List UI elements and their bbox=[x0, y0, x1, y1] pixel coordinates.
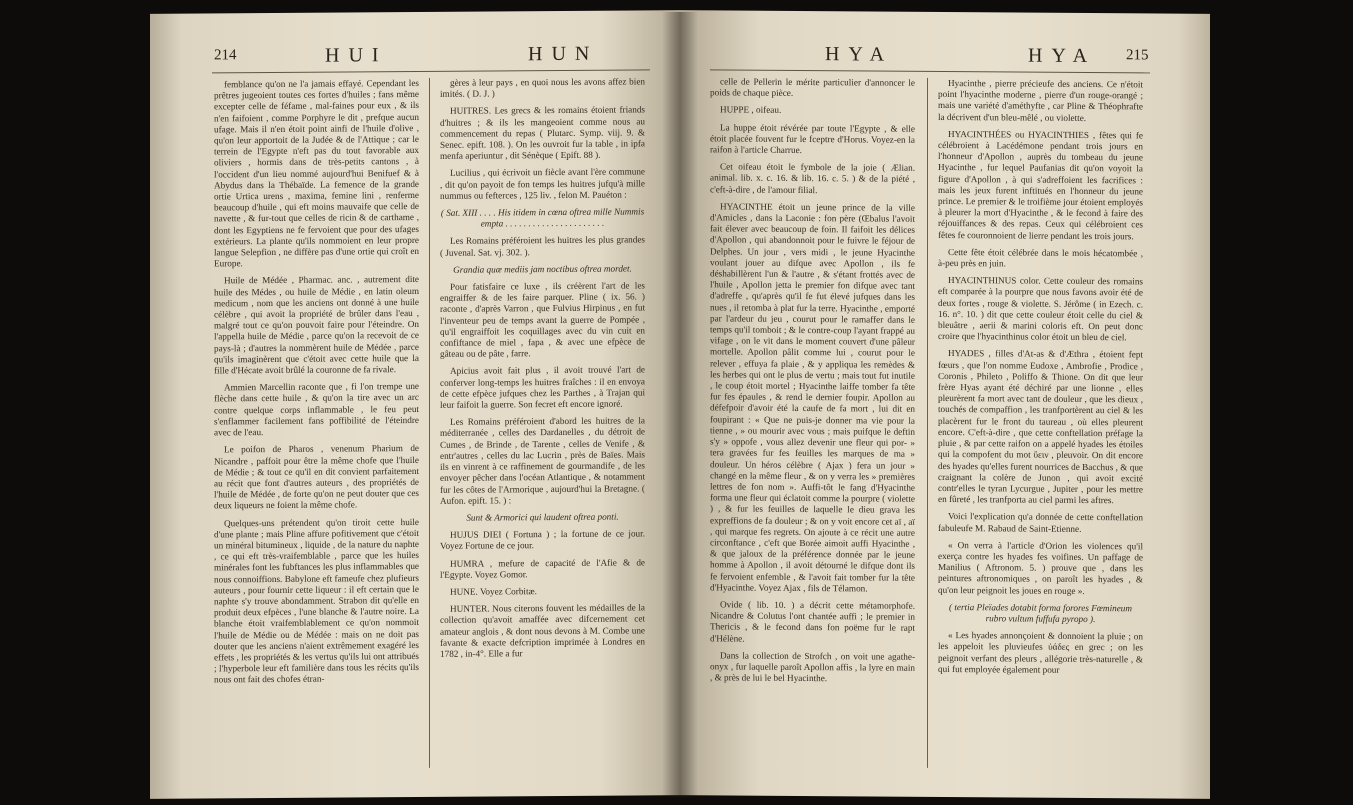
open-book bbox=[150, 12, 1210, 797]
column-divider bbox=[927, 78, 928, 768]
paragraph: HUPPE , oifeau. bbox=[720, 104, 782, 116]
text-column-left bbox=[710, 76, 915, 777]
page-number: 215 bbox=[1126, 47, 1149, 64]
paragraph: Ammien Marcellin raconte que , fi l'on trempe une flèche dans cette huile , & qu'on la tire avec un arc contre quelque corps inflammable , le feu peut s'enflammer facilement fans poffibilité de l'éteindre avec de l'eau. bbox=[214, 381, 419, 438]
running-head: HUN bbox=[528, 42, 599, 66]
right-page bbox=[680, 10, 1210, 799]
paragraph: Hyacinthe , pierre précieufe des anciens. Ce n'étoit point l'hyacinthe moderne , pierre d'un rouge-orangé ; mais une variété d'améthyfte , car Pline & Théophrafte la décrivent d'un bleu-mêlé , ou violette. bbox=[938, 78, 1143, 123]
paragraph: Les Romains préféroient d'abord les huitres de la méditerranée , celles des Dardanelles , du détroit de Cumes , de Brinde , de Tarente , celles de Venife , & entr'autres , celles du lac Lucrin , près de Baïes. Mais ils en vinrent à ce raffinement de gourmandife , de les envoyer pêcher dans l'océan Atlantique , & notamment fur les côtes de l'Armorique , aujourd'hui la Bretagne. ( Aufon. epift. 15. ) : bbox=[440, 415, 645, 506]
paragraph: HYACINTHE étoit un jeune prince de la ville d'Amicles , dans la Laconie : fon père (Œbalus l'avoit fait élever avec beaucoup de foin. Il faifoit les délices d'Apollon , qui abandonnoit pour le fuivre le féjour de Delphes. Un jour , vers midi , le jeune Hyacinthe voulant jouer au difque avec Apollon , ils fe déshabillèrent l'un & l'autre , & s'étant frottés avec de l'huile , Apollon jetta le premier fon difque avec tant d'adreffe , qu'après qu'il fe fut élevé jufques dans les nues , il retomba à plat fur la terre. Hyacinthe , emporté par l'ardeur du jeu , courut pour le ramaffer dans le temps qu'il tomboit ; & le contre-coup l'ayant frappé au vifage , on le vit dans le moment couvert d'une pâleur mortelle. Apollon pâlit comme lui , courut pour le relever , effuya fa plaie , & y appliqua les remèdes & les herbes qui ont le plus de vertu ; mais tout fut inutile , le coup étoit mortel ; Hyacinthe laiffe tomber fa tête fur fes épaules , & rend le dernier foupir. Apollon au défefpoir d'avoir été la caufe de fa mort , lui dit en foupirant : « Que ne puis-je donner ma vie pour la tienne , » ou mourir avec vous ; mais puifque le deftin s'y » oppofe , vous allez devenir une fleur qui por- » tera gravées fur fes feuilles les marques de ma » douleur. Un héros célèbre ( Ajax ) fera un jour » changé en la même fleur , & on y verra les » premières lettres de fon nom ». Auffi-tôt le fang d'Hyacinthe forma une fleur qui éclatoit comme la pourpre ( violette ) , & fur les feuilles de laquelle le dieu grava les expreffions de fa douleur ; & on y voit encore cet aï , aï , qui marque fes regrets. On ajoute à ce récit une autre circonftance , c'eft que Borée aimoit auffi Hyacinthe , & que jaloux de la préférence donnée par le jeune homme à Apollon , il avoit détourné le difque dont ils fe fervoient enfemble , & l'avoit fait tomber fur la tête d'Hyacinthe. Voyez Ajax , fils de Télamon. bbox=[710, 201, 915, 594]
paragraph: Ovide ( lib. 10. ) a décrit cette métamorphofe. Nicandre & Colutus l'ont chantée auffi ; le premier in Thericis , & le fecond dans fon poëme fur le rapt d'Hélène. bbox=[710, 599, 915, 644]
paragraph: Les Romains préféroient les huitres les plus grandes ( Juvenal. Sat. vj. 302. ). bbox=[440, 234, 645, 258]
paragraph: gères à leur pays , en quoi nous les avons affez bien imités. ( D. J. ) bbox=[440, 76, 645, 100]
paragraph: HUNE. Voyez Corbitæ. bbox=[450, 586, 537, 597]
paragraph: celle de Pellerin le mérite particulier d'annoncer le poids de chaque pièce. bbox=[710, 76, 915, 99]
paragraph: Dans la collection de Strofch , on voit une agathe-onyx , fur laquelle paroît Apollon affis , la lyre en main , & près de lui le bel Hyacinthe. bbox=[710, 650, 915, 684]
paragraph: Pour fatisfaire ce luxe , ils créèrent l'art de les engraiffer & de les faire parquer. Pline ( ix. 56. ) raconte , d'après Varron , que Fulvius Hirpinus , en fut l'inventeur peu de temps avant la guerre de Pompée , qu'il engraiffoit les coquillages avec du vin cuit en confiftance de miel , fapa , & avec une efpèce de gâteau ou de pâte , farre. bbox=[440, 280, 645, 360]
paragraph: Cette fête étoit célébrée dans le mois hécatombée , à-peu près en juin. bbox=[938, 246, 1143, 269]
paragraph: La huppe étoit révérée par toute l'Egypte , & elle étoit placée fouvent fur le fceptre d'Horus. Voyez-en la raifon à l'article Charrue. bbox=[710, 122, 915, 156]
paragraph: HUNTER. Nous citerons fouvent les médailles de la collection qu'avoit amaffée avec difcernement cet amateur anglois , & dont nous devons à M. Combe une favante & exacte defcription imprimée à Londres en 1782 , in-4°. Elle a fur bbox=[440, 602, 645, 659]
paragraph: HYACINTHINUS color. Cette couleur des romains eft comparée à la pourpre que nous favons avoir été de deux fortes , rouge & violette. S. Jérôme ( in Ezech. c. 16. n°. 10. ) dit que cette couleur étoit celle du ciel & bleuâtre , aerii & marini coloris eft. On peut donc croire que l'hyacinthinus color étoit un bleu de ciel. bbox=[938, 275, 1143, 343]
paragraph: Cet oifeau étoit le fymbole de la joie ( Ælian. animal. lib. x. c. 16. & lib. 16. c. 5. ) & de la piété , c'eft-à-dire , de l'amour filial. bbox=[710, 161, 915, 195]
column-divider bbox=[429, 78, 430, 768]
paragraph: Huile de Médée , Pharmac. anc. , autrement dite huile des Médes , ou huile de Médie , en latin oleum medicum , nom que les anciens ont donné à une huile célèbre , qui avoit la propriété de brûler dans l'eau , malgré tout ce qu'on pouvoit faire pour l'éteindre. On l'appella huile de Médie , parce qu'on la recevoit de ce pays-là ; d'autres la nommèrent huile de Médée , parce qu'ils imaginèrent que c'étoit avec cette huile que la fille d'Hécate avoit brûlé la couronne de fa rivale. bbox=[214, 274, 419, 376]
paragraph: HYADES , filles d'At-as & d'Æthra , étoient fept fœurs , que l'on nomme Eudoxe , Ambrofie , Prodice , Coronis , Phileto , Poliffo & Thione. On dit que leur frère Hyas ayant été déchiré par une lionne , elles pleurèrent fa mort avec tant de douleur , que les dieux , touchés de compaffion , les tranfportèrent au ciel & les placèrent fur le front du taureau , où elles pleurent encore. C'eft-à-dire , que cette conftellation préfage la pluie , & par cette raifon on a appelé hyades les étoiles qui la compofent du mot ὕειν , pleuvoir. On dit encore des hyades qu'elles furent nourrices de Bacchus , & que craignant la colère de Junon , qui avoit excité contr'elles le tyran Lycurgue , Jupiter , pour les mettre en fûreté , les tranfporta au ciel parmi les aftres. bbox=[938, 348, 1143, 506]
header-rule bbox=[212, 69, 650, 73]
text-column-left bbox=[214, 78, 419, 779]
text-column-right bbox=[440, 76, 645, 777]
paragraph: Lucilius , qui écrivoit un fiècle avant l'ère commune , dit qu'on payoit de fon temps les huitres jufqu'à mille nummus ou fefterces , 125 liv. , felon M. Pauéton : bbox=[440, 166, 645, 201]
left-page bbox=[150, 10, 680, 799]
running-head: HYA bbox=[825, 43, 894, 66]
quotation: Sunt & Armorici qui laudent oftrea ponti. bbox=[466, 511, 619, 523]
book-gutter bbox=[662, 12, 698, 797]
paragraph: Quelques-uns prétendent qu'on tiroit cette huile d'une plante ; mais Pline affure pofitivement que c'étoit un minéral bitumineux , liquide , de la nature du naphte , ce qui eft très-vraifemblable , parce que les huiles minérales font les fubftances les plus inflammables que nous connoiffions. Babylone eft fameufe chez plufieurs auteurs , pour fournir cette liqueur : il eft certain que le naphte s'y trouve abondamment. Strabon dit qu'elle en produit deux efpèces , l'une blanche & l'autre noire. La blanche étoit vraifemblablement ce qu'on nommoit l'huile de Médie ou de Médée : mais on ne doit pas douter que les anciens n'aient extrêmement exagéré les effets , les propriétés & les vertus qu'ils lui ont attribués ; l'hyperbole leur eft familière dans tous les récits qu'ils nous ont fait des chofes étran- bbox=[214, 516, 419, 685]
text-column-right bbox=[938, 78, 1143, 779]
quotation: ( Sat. XIII . . . . His itidem in cœna oftrea mille Nummis empta . . . . . . . . . . . . . . . . . . . . . . bbox=[440, 206, 645, 229]
paragraph: HUMRA , mefure de capacité de l'Afie & de l'Egypte. Voyez Gomor. bbox=[440, 556, 645, 580]
running-head: HUI bbox=[325, 44, 388, 67]
page-number: 214 bbox=[214, 47, 237, 64]
quotation: ( tertia Pleïades dotabit forma forores Fœmineum rubro vultum fuffufa pyropo ). bbox=[948, 601, 1133, 624]
paragraph: « On verra à l'article d'Orion les violences qu'il exerça contre les hyades fes voifines. Un paffage de Manilius ( Aftronom. 5. ) prouve que , dans les peintures aftronomiques , on paroît les hyades , & qu'on leur peignoit les joues en rouge ». bbox=[938, 539, 1143, 596]
left-page-header bbox=[150, 42, 680, 70]
paragraph: femblance qu'on ne l'a jamais effayé. Cependant les prêtres jugeoient toutes ces fortes d'huiles ; fans même excepter celle de féfame , mal-faines pour eux , & ils n'en faifoient , comme Porphyre le dit , prefque aucun ufage. Mais il n'en étoit point ainfi de l'huile d'olive , qu'on leur apportoit de la Judée & de l'Attique ; car le terrein de l'Egypte n'eft pas du tout favorable aux oliviers , hormis dans de très-petits cantons , à l'occident d'un lieu nommé aujourd'hui Benifuef & à Abydus dans la Thébaïde. La femence de la grande ortie Urtica urens , maxima, femine lini , renferme beaucoup d'huile , qui eft moins mauvaife que celle de navette , & fur-tout que celles de ricin & de carthame , dont les Egyptiens ne fe fervoient que pour des ufages extérieurs. La plante qu'ils nommoient en leur propre langue Selepfion , ne diffère pas d'une ortie qui croît en Europe. bbox=[214, 77, 419, 269]
right-page-header bbox=[680, 42, 1210, 70]
paragraph: Apicius avoit fait plus , il avoit trouvé l'art de conferver long-temps les huitres fraîches : il en envoya de cette efpèce jufques chez les Parthes , à Trajan qui leur faifoit la guerre. Son fecret eft encore ignoré. bbox=[440, 364, 645, 410]
paragraph: « Les hyades annonçoient & donnoient la pluie ; on les appeloit les pluvieufes ὑάδες en grec ; on les peignoit verfant des pleurs , allégorie très-naturelle , & qui fut employée également pour bbox=[938, 630, 1143, 675]
header-rule bbox=[710, 69, 1150, 73]
paragraph: Voici l'explication qu'a donnée de cette conftellation fabuleufe M. Rabaud de Saint-Etienne. bbox=[938, 511, 1143, 534]
paragraph: HUJUS DIEI ( Fortuna ) ; la fortune de ce jour. Voyez Fortune de ce jour. bbox=[440, 528, 645, 552]
paragraph: HYACINTHÉES ou HYACINTHIES , fêtes qui fe célébroient à Lacédémone pendant trois jours en l'honneur d'Apollon , auprès du tombeau du jeune Hyacinthe , fur lequel Paufanias dit qu'on voyoit la figure d'Apollon , à qui s'adreffoient les facrifices : mais les jeux furent inftitués en l'honneur du jeune prince. Le premier & le troifième jour étoient employés à pleurer la mort d'Hyacinthe , & le fecond à faire des réjouiffances & des repas. Ceux qui célébroient ces fêtes fe couronnoient de lierre pendant les trois jours. bbox=[938, 128, 1143, 241]
quotation: Grandia quæ mediis jam noctibus oftrea mordet. bbox=[453, 263, 632, 275]
running-head: HYA bbox=[1028, 44, 1097, 68]
paragraph: HUITRES. Les grecs & les romains étoient friands d'huitres ; & ils les mangeoient comme nous au commencement du repas ( Plutarc. Symp. viij. 9. & Senec. epift. 108. ). On les ouvroit fur la table , in ipfa menfa aperiuntur , dit Sénèque ( Epift. 88 ). bbox=[440, 104, 645, 162]
paragraph: Le poifon de Pharos , venenum Pharium de Nicandre , paffoit pour être la même chofe que l'huile de Médie ; & tout ce qu'il en dit convient parfaitement au récit que font d'autres auteurs , des propriétés de l'huile de Médée , de forte qu'on ne peut douter que ces deux liqueurs ne foient la même chofe. bbox=[214, 443, 419, 511]
